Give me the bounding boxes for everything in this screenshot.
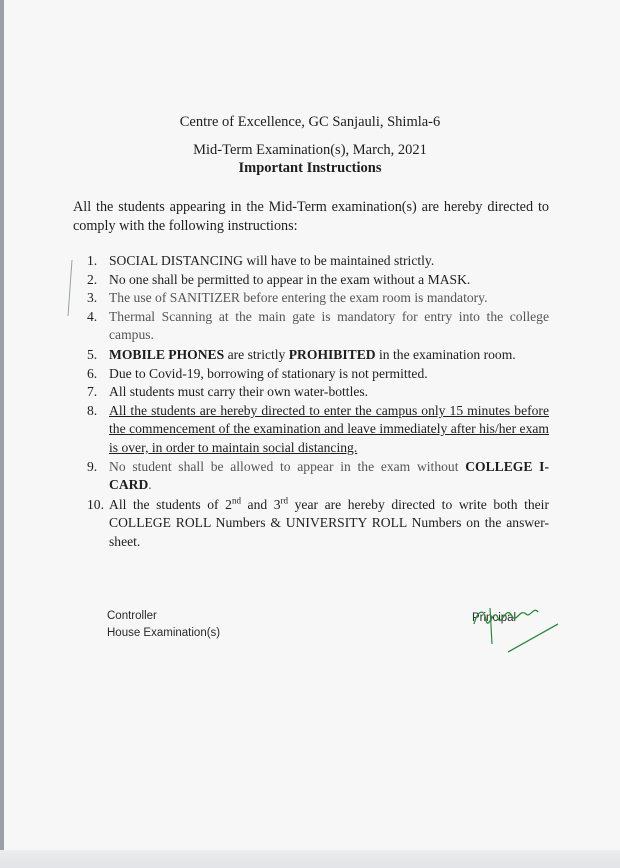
principal-label: Principal	[472, 612, 517, 624]
item-text: are strictly	[224, 347, 289, 362]
instruction-item	[87, 496, 549, 551]
item-text: All the students are hereby directed to enter the campus only 15 minutes before the commencement of the examination and leave immediately after his/her exam is over, in order to maintain social distancing.	[109, 403, 549, 455]
ordinal-suffix: rd	[280, 495, 289, 506]
intro-paragraph: All the students appearing in the Mid-Term examination(s) are hereby directed to comply with the following instructions:	[73, 199, 549, 234]
item-number: 10.	[87, 497, 104, 512]
item-text: in the examination room.	[375, 347, 516, 362]
instruction-item	[87, 402, 549, 457]
item-text: year are hereby directed to write both their COLLEGE ROLL Numbers & UNIVERSITY ROLL Numbers on the answer-sheet.	[109, 497, 549, 549]
instruction-item	[87, 308, 549, 345]
stray-pen-mark	[62, 258, 76, 318]
item-text: will have to be maintained strictly.	[242, 253, 435, 268]
scan-edge-bottom	[0, 850, 620, 868]
instruction-item	[87, 271, 549, 289]
item-emphasis: COLLEGE I-CARD	[109, 459, 549, 493]
instructions-title: Important Instructions	[238, 160, 382, 176]
item-text: Thermal Scanning at the main gate is mandatory for entry into the college campus.	[109, 309, 549, 343]
instruction-item	[87, 346, 549, 364]
instruction-item	[87, 252, 549, 270]
instruction-item	[87, 383, 549, 401]
item-emphasis: MOBILE PHONES	[109, 347, 225, 362]
item-text: .	[148, 477, 152, 493]
item-number: 9.	[87, 459, 98, 474]
item-number: 7.	[87, 384, 98, 399]
item-text: The use of SANITIZER before entering the exam room is mandatory.	[109, 290, 488, 305]
principal-signature	[468, 594, 563, 659]
item-number: 1.	[87, 253, 98, 268]
item-number: 5.	[87, 347, 98, 362]
instruction-item	[87, 289, 549, 307]
item-text: No student shall be allowed to appear in the exam without	[109, 459, 466, 474]
item-number: 4.	[87, 309, 98, 324]
item-number: 3.	[87, 290, 98, 305]
item-emphasis: SOCIAL DISTANCING	[109, 253, 243, 268]
instruction-item	[87, 365, 549, 383]
item-number: 8.	[87, 403, 98, 418]
item-number: 2.	[87, 272, 98, 287]
institution-heading: Centre of Excellence, GC Sanjauli, Shimla-6	[179, 114, 441, 130]
item-text: and 3	[240, 497, 281, 512]
item-text: Due to Covid-19, borrowing of stationary is not permitted.	[109, 366, 428, 381]
item-text: All students must carry their own water-bottles.	[109, 384, 369, 399]
item-text: All the students of 2	[109, 497, 232, 512]
ordinal-suffix: nd	[231, 495, 241, 506]
item-text: No one shall be permitted to appear in the exam without a MASK.	[109, 272, 471, 287]
instruction-item	[87, 458, 549, 495]
item-emphasis: PROHIBITED	[288, 347, 376, 362]
exam-heading: Mid-Term Examination(s), March, 2021	[193, 142, 427, 158]
item-number: 6.	[87, 366, 98, 381]
controller-title: House Examination(s)	[107, 627, 221, 639]
controller-label: Controller	[107, 610, 157, 622]
